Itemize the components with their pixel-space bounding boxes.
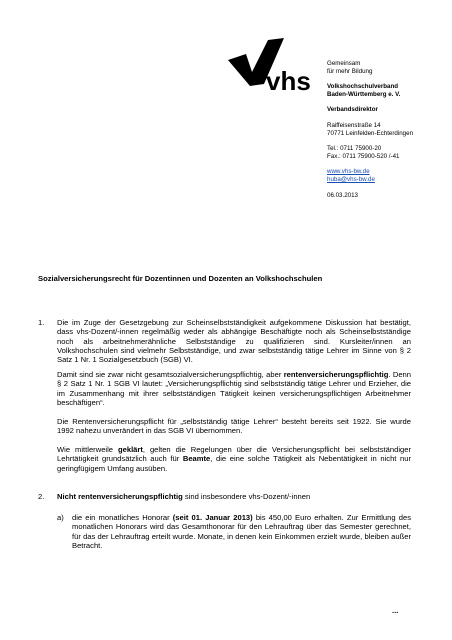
website-link[interactable]: www.vhs-bw.de: [327, 168, 370, 176]
rentenversicherungspflichtig-bold: rentenversicherungspflichtig: [283, 370, 389, 379]
org-name-line-2: Baden-Württemberg e. V.: [327, 90, 401, 98]
org-name-line-1: Volkshochschulverband: [327, 83, 399, 91]
item-2a-paragraph: die ein monatliches Honorar (seit 01. Januar 2013) bis 450,00 Euro erhalten. Zur Ermittlung des monatlichen Honorars wird das Gesamthonorar für den Lehrauftrag über das Semester gerechnet, für das der Lehrauftrag erteilt wurde. Monate, in denen kein Einkommen erzielt wurde, bleiben außer Betracht.: [72, 513, 411, 550]
item-1-number: 1.: [38, 318, 45, 327]
item-2a-label: a): [57, 513, 64, 522]
phone-number: Tel.: 0711 75900-20: [327, 145, 382, 153]
item-1-paragraph-2: Damit sind sie zwar nicht gesamtsozialversicherungspflichtig, aber rentenversicherungspflichtig. Denn § 2 Satz 1 Nr. 1 SGB VI lautet: „Versicherungspflichtig sind selbstständig tätige Lehrer und Erzieher, die im Zusammenhang mit ihrer selbstständigen Tätigkeit keinen versicherungspflichtigen Arbeitnehmer beschäftigen“.: [57, 370, 411, 407]
item-1-paragraph-4: Wie mittlerweile geklärt, gelten die Regelungen über die Versicherungspflicht bei selbstständiger Lehrtätigkeit grundsätzlich auch für Beamte, die eine solche Tätigkeit als Nebentätigkeit in nicht nur geringfügigem Umfang ausüben.: [57, 445, 411, 473]
sender-block: [327, 60, 447, 199]
item-1-paragraph-1: Die im Zuge der Gesetzgebung zur Scheinselbstständigkeit aufgekommene Diskussion hat bestätigt, dass vhs-Dozent/-innen regelmäßig weder als abhängige Beschäftigte noch als Scheinselbstständige noch als arbeitnehmerähnliche Selbstständige zu qualifizieren sind. Kursleiter/innen an Volkshochschulen sind vielmehr Selbstständige, und zwar selbstständig tätige Lehrer im Sinne von § 2 Satz 1 Nr. 1 Sozialgesetzbuch (SGB) VI.: [57, 318, 411, 365]
item-1-paragraph-3: Die Rentenversicherungspflicht für „selbstständig tätige Lehrer“ besteht bereits seit 1922. Sie wurde 1992 nahezu unverändert in das SGB VI übernommen.: [57, 417, 411, 436]
sender-role: Verbandsdirektor: [327, 106, 378, 114]
continuation-marker: ...: [392, 606, 399, 615]
address-street: Raiffeisenstraße 14: [327, 121, 381, 129]
item-2-heading: Nicht rentenversicherungspflichtig sind insbesondere vhs-Dozent/-innen: [57, 492, 311, 501]
letter-date: 06.03.2013: [327, 191, 358, 199]
tagline-line-2: für mehr Bildung: [327, 67, 373, 75]
email-link[interactable]: huba@vhs-bw.de: [327, 175, 375, 183]
letter-subject: Sozialversicherungsrecht für Dozentinnen und Dozenten an Volkshochschulen: [38, 274, 323, 283]
logo-text: vhs: [266, 66, 311, 96]
address-city: 70771 Leinfelden-Echterdingen: [327, 129, 414, 137]
vhs-logo: [226, 38, 316, 98]
item-2-number: 2.: [38, 492, 45, 501]
fax-number: Fax.: 0711 75900-520 /-41: [327, 152, 400, 160]
tagline-line-1: Gemeinsam: [327, 60, 361, 67]
